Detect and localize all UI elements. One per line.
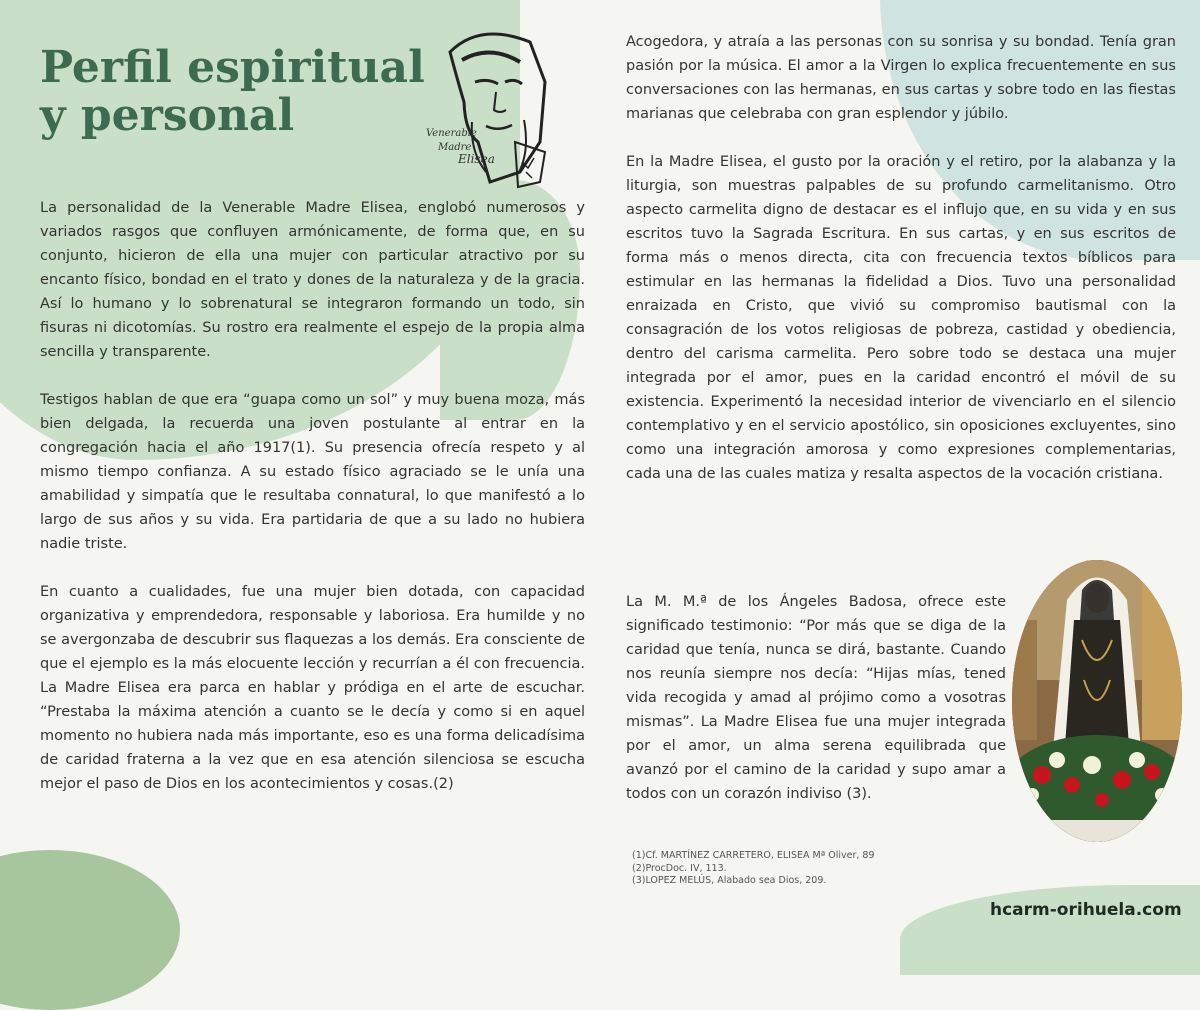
signature-line-3: Elisea — [458, 152, 495, 166]
background-blob-bottom-left — [0, 850, 180, 1010]
signature-line-1: Venerable — [426, 128, 477, 139]
left-column — [40, 196, 585, 820]
title-line-2: y personal — [40, 90, 295, 141]
signature-line-2: Madre — [438, 142, 472, 153]
footnotes — [632, 850, 875, 888]
footnote-1: (1)Cf. MARTÍNEZ CARRETERO, ELISEA Mª Oliver, 89 — [632, 850, 875, 861]
footnote-3: (3)LOPEZ MELÚS, Alabado sea Dios, 209. — [632, 875, 827, 886]
paragraph-testigos: Testigos hablan de que era “guapa como un sol” y muy buena moza, más bien delgada, la recuerda una joven postulante al entrar en la congregación hacia el año 1917(1). Su presencia ofrecía respeto y al mismo tiempo confianza. A su estado físico agraciado se le unía una amabilidad y simpatía que le resultaba connatural, lo que manifestó a lo largo de sus años y su vida. Era partidaria de que a su lado no hubiera nadie triste. — [40, 392, 585, 552]
footnote-2: (2)ProcDoc. IV, 113. — [632, 862, 727, 874]
statue-photo — [1012, 560, 1182, 842]
title-line-1: Perfil espiritual — [40, 42, 425, 93]
paragraph-acogedora: Acogedora, y atraía a las personas con su sonrisa y su bondad. Tenía gran pasión por la música. El amor a la Virgen lo explica frecuentemente en sus conversaciones con las hermanas, en sus cartas y sobre todo en las fiestas marianas que celebraba con gran esplendor y júbilo. — [626, 34, 1176, 122]
paragraph-cualidades: En cuanto a cualidades, fue una mujer bien dotada, con capacidad organizativa y emprendedora, responsable y laboriosa. Era humilde y no se avergonzaba de descubrir sus flaquezas a los demás. Era consciente de que el ejemplo es la más elocuente lección y recurrían a él con frecuencia. La Madre Elisea era parca en hablar y pródiga en el arte de escuchar. “Prestaba la máxima atención a cuanto se le decía y como si en aquel momento no hubiera nada más importante, eso es una forma delicadísima de caridad fraterna a la vez que en esa atención silenciosa se escucha mejor el paso de Dios en los acontecimientos y cosas.(2) — [40, 584, 585, 792]
right-column — [626, 30, 1176, 510]
paragraph-personalidad: La personalidad de la Venerable Madre Elisea, englobó numerosos y variados rasgos que confluyen armónicamente, de forma que, en su conjunto, hicieron de ella una mujer con particular atractivo por su encanto físico, bondad en el trato y dones de la naturaleza y de la gracia. Así lo humano y lo sobrenatural se integraron formando un todo, sin fisuras ni dicotomías. Su rostro era realmente el espejo de la propia alma sencilla y transparente. — [40, 200, 585, 360]
background-blob-bottom-right — [900, 885, 1200, 975]
page-title — [40, 44, 425, 140]
portrait-sketch — [420, 22, 560, 192]
website-link[interactable]: hcarm-orihuela.com — [990, 900, 1182, 920]
paragraph-testimonio: La M. M.ª de los Ángeles Badosa, ofrece este significado testimonio: “Por más que se diga de la caridad que tenía, nunca se dirá, bastante. Cuando nos reunía siempre nos decía: “Hijas mías, tened vida recogida y amad al prójimo como a vosotras mismas”. La Madre Elisea fue una mujer integrada por el amor, un alma serena equilibrada que avanzó por el camino de la caridad y supo amar a todos con un corazón indiviso (3). — [626, 594, 1006, 802]
paragraph-oracion: En la Madre Elisea, el gusto por la oración y el retiro, por la alabanza y la liturgia, son muestras palpables de su profundo carmelitanismo. Otro aspecto carmelita digno de destacar es el influjo que, en su vida y en sus escritos tuvo la Sagrada Escritura. En sus cartas, y en sus escritos de forma más o menos directa, cita con frecuencia textos bíblicos para estimular en las hermanas la fidelidad a Dios. Tuvo una personalidad enraizada en Cristo, que vivió su compromiso bautismal con la consagración de los votos religiosas de pobreza, castidad y obediencia, dentro del carisma carmelita. Pero sobre todo se destaca una mujer integrada por el amor, pues en la caridad encontró el móvil de su existencia. Experimentó la necesidad interior de vivenciarlo en el silencio contemplativo y en el servicio apostólico, sin oposiciones excluyentes, sino como una integración amorosa y como expresiones complementarias, cada una de las cuales matiza y resalta aspectos de la vocación cristiana. — [626, 154, 1176, 482]
